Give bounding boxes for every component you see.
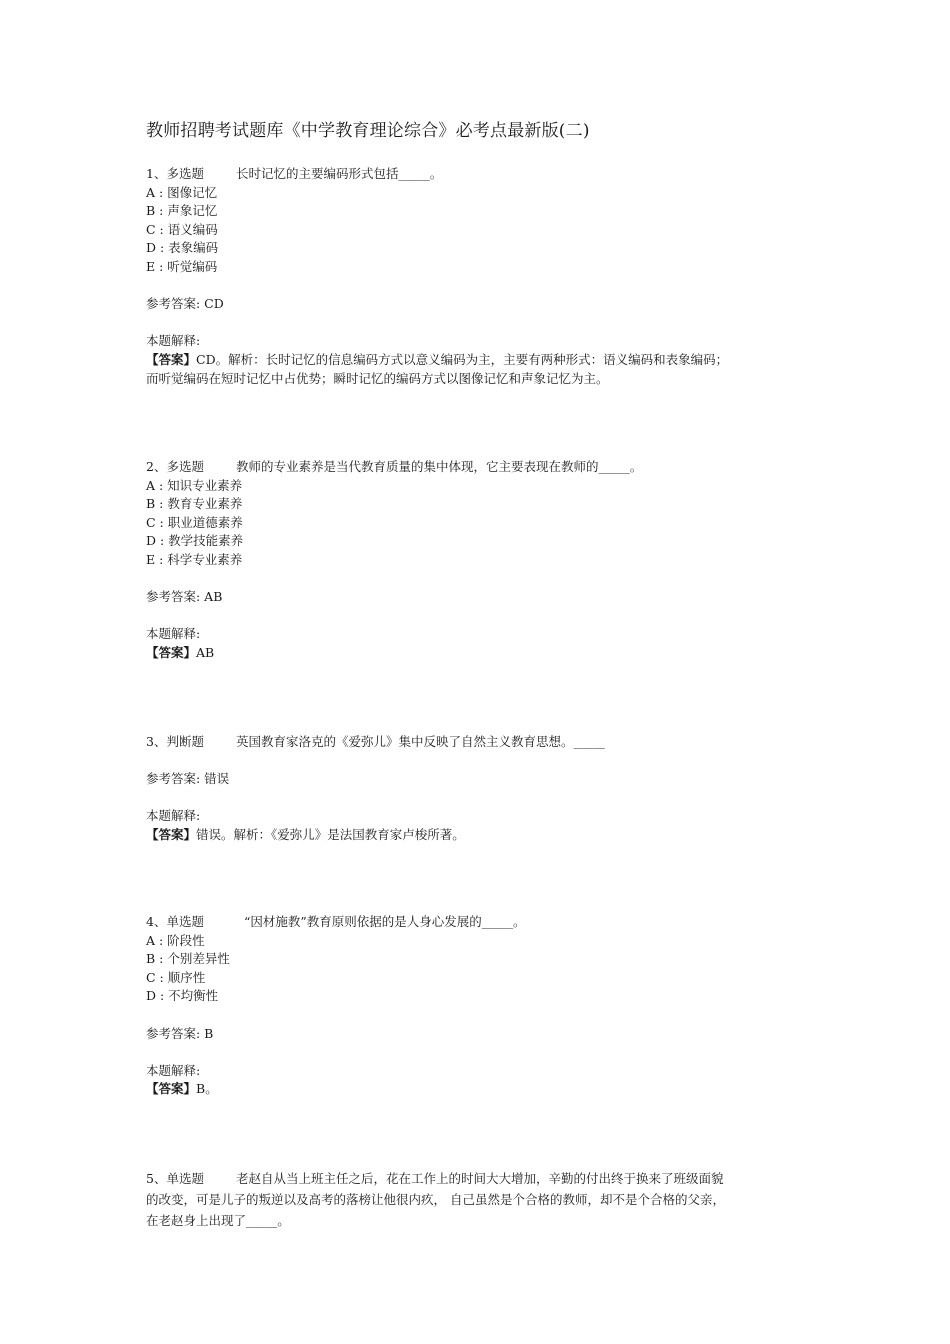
question-header-row [146,913,810,932]
question-type: 3、判断题 [146,734,204,749]
option-d: D : 教学技能素养 [146,533,244,549]
explanation-text: AB [196,644,215,660]
reference-answer: 参考答案: 错误 [146,771,230,787]
question-type: 4、单选题 [146,914,204,929]
explanation-text: 错误。解析：《爱弥儿》是法国教育家卢梭所著。 [196,826,465,842]
reference-answer: 参考答案: AB [146,589,223,605]
page-title: 教师招聘考试题库《中学教育理论综合》必考点最新版(二) [146,121,590,141]
option-b: B : 声象记忆 [146,203,218,219]
explanation-line [146,351,810,370]
question-stem: “因材施教”教育原则依据的是人身心发展的_____。 [243,914,526,929]
question-type: 2、多选题 [146,459,204,474]
option-a: A : 知识专业素养 [146,477,243,493]
option-b: B : 个别差异性 [146,951,230,967]
reference-answer: 参考答案: CD [146,296,224,312]
question-4 [146,913,810,1099]
explanation-line [146,1080,810,1099]
question-header-row [146,458,810,477]
question-stem: 教师的专业素养是当代教育质量的集中体现，它主要表现在教师的_____。 [235,459,643,474]
question-type: 5、单选题 [146,1171,204,1186]
answer-tag: 【答案】 [146,644,197,660]
question-stem-line: 的改变，可是儿子的叛逆以及高考的落榜让他很内疚， 自己虽然是个合格的教师，却不是个合格的父亲， [146,1192,725,1207]
question-header-row [146,733,810,752]
question-3 [146,733,810,845]
option-d: D : 表象编码 [146,240,219,256]
explanation-label: 本题解释: [146,808,201,824]
explanation-line [146,826,810,845]
option-a: A : 图像记忆 [146,184,218,200]
option-b: B : 教育专业素养 [146,496,243,512]
question-stem: 长时记忆的主要编码形式包括_____。 [235,166,443,181]
option-e: E : 听觉编码 [146,258,218,274]
option-d: D : 不均衡性 [146,988,219,1004]
answer-tag: 【答案】 [146,351,197,367]
explanation-label: 本题解释: [146,626,201,642]
option-a: A : 阶段性 [146,932,205,948]
answer-tag: 【答案】 [146,826,197,842]
question-stem: 英国教育家洛克的《爱弥儿》集中反映了自然主义教育思想。_____ [235,734,605,749]
option-c: C : 顺序性 [146,969,206,985]
explanation-label: 本题解释: [146,1062,201,1078]
option-e: E : 科学专业素养 [146,551,243,567]
reference-answer: 参考答案: B [146,1025,214,1041]
question-header-row [146,165,810,184]
answer-tag: 【答案】 [146,1081,197,1097]
option-c: C : 语义编码 [146,221,218,237]
question-type: 1、多选题 [146,166,204,181]
explanation-text: B。 [196,1081,218,1097]
explanation-line [146,644,810,663]
question-stem-line: 老赵自从当上班主任之后，花在工作上的时间大大增加，辛勤的付出终于换来了班级面貌 [235,1171,724,1186]
explanation-label: 本题解释: [146,333,201,349]
option-c: C : 职业道德素养 [146,514,243,530]
explanation-text: CD。解析：长时记忆的信息编码方式以意义编码为主，主要有两种形式：语义编码和表象编码； [196,351,729,367]
question-header-row [146,1168,810,1189]
question-5 [146,1168,810,1231]
question-1 [146,165,810,388]
explanation-line: 而听觉编码在短时记忆中占优势；瞬时记忆的编码方式以图像记忆和声象记忆为主。 [146,370,609,386]
question-stem-line: 在老赵身上出现了_____。 [146,1213,290,1228]
question-2 [146,458,810,663]
